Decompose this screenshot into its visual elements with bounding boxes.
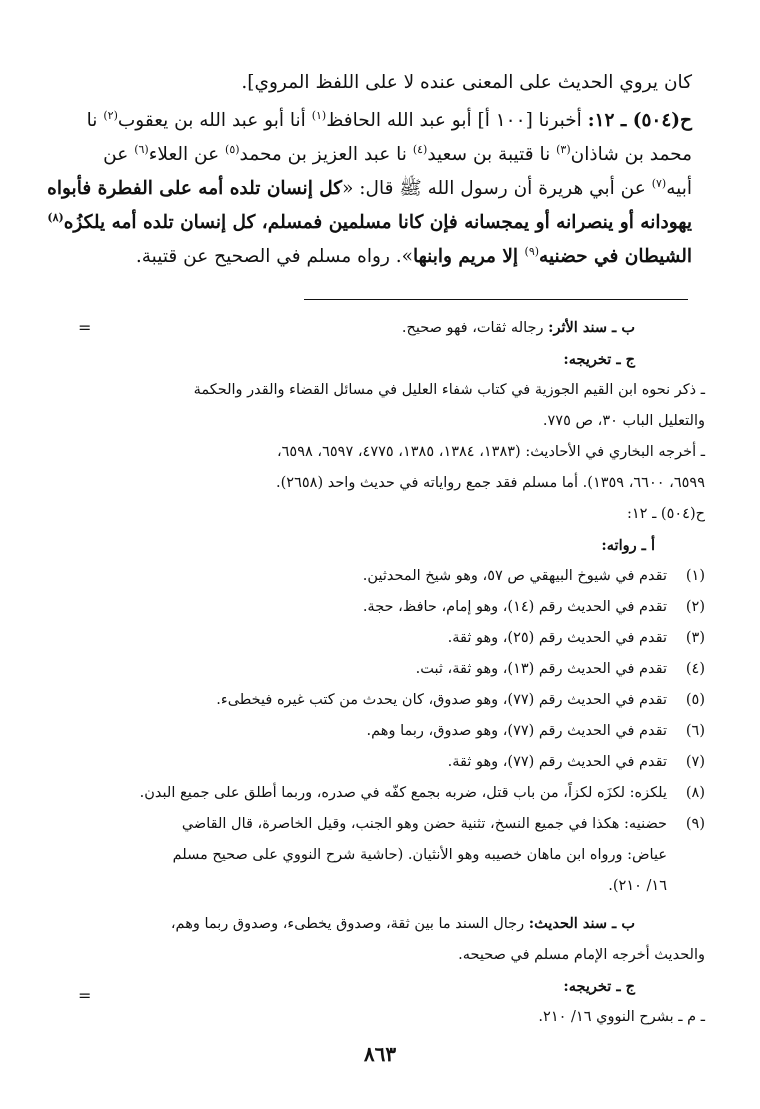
page-number: ٨٦٣ xyxy=(363,1042,397,1066)
footnote-7: (٧) تقدم في الحديث رقم (٧٧)، وهو ثقة. xyxy=(447,754,705,770)
intro-line: كان يروي الحديث على المعنى عنده لا على اللفظ المروي]. xyxy=(241,72,692,93)
footnote-4: (٤) تقدم في الحديث رقم (١٣)، وهو ثقة، ثبت. xyxy=(415,661,705,677)
dhikr-line-1: ـ ذكر نحوه ابن القيم الجوزية في كتاب شفاء العليل في مسائل القضاء والقدر والحكمة xyxy=(193,382,705,398)
continuation-mark-bottom: = xyxy=(78,986,92,1005)
footnote-1: (١) تقدم في شيوخ البيهقي ص ٥٧، وهو شيخ المحدثين. xyxy=(362,568,705,584)
hadith-isnad-2: والحديث أخرجه الإمام مسلم في صحيحه. xyxy=(458,947,705,963)
footnotes xyxy=(55,312,705,1033)
footnote-divider xyxy=(304,299,688,300)
hadith-line-3: أبيه$^{(٧)}$ عن أبي هريرة أن رسول الله ﷺ قال: «كل إنسان تلده أمه على الفطرة فأبواه xyxy=(47,176,692,199)
athar-takhrij-label: ج ـ تخريجه: xyxy=(563,351,635,368)
footnote-5: (٥) تقدم في الحديث رقم (٧٧)، وهو صدوق، كان يحدث من كتب غيره فيخطىء. xyxy=(216,692,705,708)
narrators-label: أ ـ رواته: xyxy=(601,537,655,554)
dhikr-line-2: والتعليل الباب ٣٠، ص ٧٧٥. xyxy=(542,413,705,429)
muslim-ref: ـ م ـ بشرح النووي ١٦/ ٢١٠. xyxy=(538,1009,705,1025)
hadith-line-1: ح(٥٠٤) ـ ١٢: أخبرنا [١٠٠ أ] أبو عبد الله الحافظ$^{(١)}$ أنا أبو عبد الله بن يعقوب$^{(٢)}$ نا xyxy=(86,108,692,131)
hadith-line-4: يهودانه أو ينصرانه أو يمجسانه فإن كانا مسلمين فمسلم، كل إنسان تلده أمه يلكزُه$^{(٨)}$ xyxy=(47,210,692,233)
footnote-3: (٣) تقدم في الحديث رقم (٢٥)، وهو ثقة. xyxy=(447,630,705,646)
hadith-takhrij-label: ج ـ تخريجه: xyxy=(563,978,635,995)
bukhari-line-2: ٦٥٩٩، ٦٦٠٠، ١٣٥٩). أما مسلم فقد جمع رواياته في حديث واحد (٢٦٥٨). xyxy=(276,475,705,491)
athar-isnad: ب ـ سند الأثر: رجاله ثقات، فهو صحيح. xyxy=(401,319,635,336)
hadith-isnad: ب ـ سند الحديث: رجال السند ما بين ثقة، وصدوق يخطىء، وصدوق ربما وهم، xyxy=(170,915,635,932)
footnote-2: (٢) تقدم في الحديث رقم (١٤)، وهو إمام، حافظ، حجة. xyxy=(362,599,705,615)
continuation-mark-top: = xyxy=(78,318,92,337)
main-text xyxy=(47,66,692,274)
bukhari-line-1: ـ أخرجه البخاري في الأحاديث: (١٣٨٣، ١٣٨٤، ١٣٨٥، ٤٧٧٥، ٦٥٩٧، ٦٥٩٨، xyxy=(276,444,705,460)
footnote-6: (٦) تقدم في الحديث رقم (٧٧)، وهو صدوق، ربما وهم. xyxy=(366,723,705,739)
footnote-9: (٩) حضنيه: هكذا في جميع النسخ، تثنية حضن وهو الجنب، وقيل الخاصرة، قال القاضي عياض: ورواه ابن ماهان خصيبه وهو الأنثيان. (حاشية شرح النووي على صحيح مسلم ١٦/ ٢١٠). xyxy=(172,816,705,894)
footnote-8: (٨) يلكزه: لكزَه لكزاً، من باب قتل، ضربه بجمع كفّه في صدره، وربما أطلق على جميع البدن. xyxy=(139,785,705,801)
hadith-ref: ح(٥٠٤) ـ ١٢: xyxy=(627,506,705,522)
hadith-line-5: الشيطان في حضنيه$^{(٩)}$ إلا مريم وابنها». رواه مسلم في الصحيح عن قتيبة. xyxy=(135,244,692,267)
hadith-line-2: محمد بن شاذان$^{(٣)}$ نا قتيبة بن سعيد$^{(٤)}$ نا عبد العزيز بن محمد$^{(٥)}$ عن العلاء$^{(٦)}$ عن xyxy=(103,142,692,165)
hadith-label: ح(٥٠٤) ـ ١٢: xyxy=(587,110,692,131)
